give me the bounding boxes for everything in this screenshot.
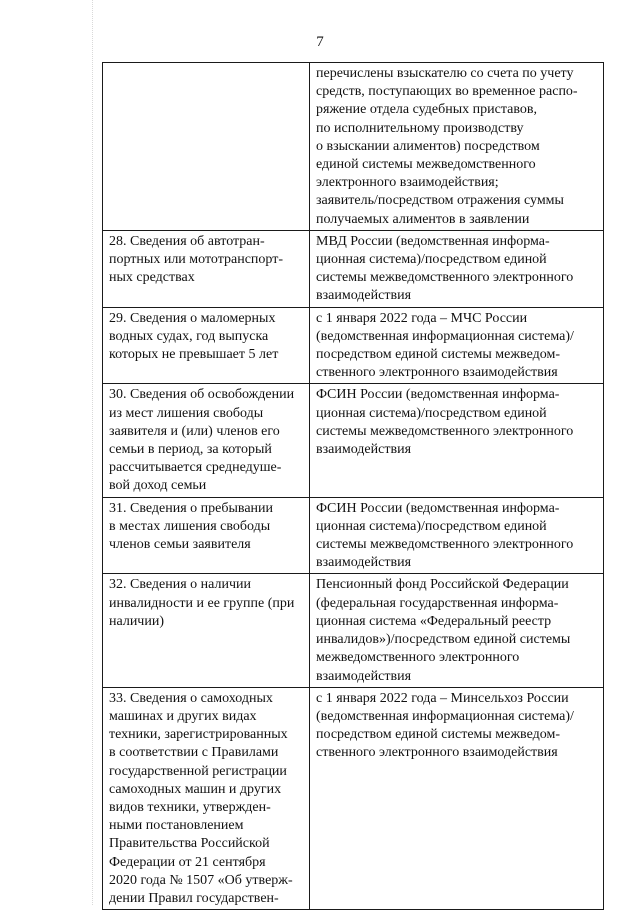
source-cell	[310, 687, 604, 909]
info-type-cell	[103, 307, 310, 384]
cell-text-line: 32. Сведения о наличии	[109, 577, 251, 593]
cell-text-line: Федерации от 21 сентября	[109, 854, 266, 870]
cell-text-line: ФСИН России (ведомственная информа-	[316, 387, 560, 403]
cell-text-line: ционная система)/посредством единой	[316, 518, 547, 534]
cell-text-line: с 1 января 2022 года – Минсельхоз России	[316, 690, 569, 706]
cell-text-line: с 1 января 2022 года – МЧС России	[316, 310, 528, 326]
cell-text-line: ственного электронного взаимодействия	[316, 745, 558, 761]
source-cell	[310, 307, 604, 384]
table-row	[103, 384, 604, 497]
source-cell	[310, 63, 604, 231]
cell-text-line: посредством единой системы межведом-	[316, 727, 560, 743]
table-row	[103, 497, 604, 574]
cell-text-line: заявителя и (или) членов его	[109, 423, 280, 439]
cell-text-line: взаимодействия	[316, 668, 412, 684]
cell-text-line: 31. Сведения о пребывании	[109, 500, 274, 516]
cell-text-line: техники, зарегистрированных	[109, 727, 288, 743]
cell-text-line: рассчитывается среднедуше-	[109, 460, 282, 476]
cell-text-line: (федеральная государственная информа-	[316, 595, 559, 611]
data-sources-table	[102, 62, 604, 910]
info-type-cell	[103, 384, 310, 497]
cell-text-line: 33. Сведения о самоходных	[109, 690, 273, 706]
cell-text-line: 30. Сведения об освобождении	[109, 387, 295, 403]
source-cell	[310, 574, 604, 687]
cell-text-line: посредством единой системы межведом-	[316, 347, 560, 363]
cell-text-line: самоходных машин и других	[109, 781, 282, 797]
cell-text-line: членов семьи заявителя	[109, 537, 251, 553]
source-cell	[310, 384, 604, 497]
source-cell	[310, 497, 604, 574]
cell-text-line: средств, поступающих во временное распо-	[316, 84, 578, 100]
cell-text-line: которых не превышает 5 лет	[109, 347, 279, 363]
cell-text-line: ФСИН России (ведомственная информа-	[316, 500, 560, 516]
cell-text-line: перечислены взыскателю со счета по учету	[316, 66, 574, 81]
cell-text-line: 29. Сведения о маломерных	[109, 310, 276, 326]
cell-text-line: единой системы межведомственного	[316, 157, 536, 173]
cell-text-line: дении Правил государствен-	[109, 890, 279, 906]
cell-text-line: ционная система)/посредством единой	[316, 405, 547, 421]
cell-text-line: портных или мототранспорт-	[109, 252, 284, 268]
cell-text-line: системы межведомственного электронного	[316, 537, 574, 553]
cell-text-line: (ведомственная информационная система)/	[316, 708, 574, 724]
cell-text-line: из мест лишения свободы	[109, 405, 264, 421]
cell-text-line: наличии)	[109, 613, 164, 629]
info-type-cell	[103, 574, 310, 687]
cell-text-line: 2020 года № 1507 «Об утверж-	[109, 872, 293, 888]
cell-text-line: водных судах, год выпуска	[109, 328, 269, 344]
info-type-cell	[103, 687, 310, 909]
cell-text-line: в местах лишения свободы	[109, 518, 271, 534]
table-row	[103, 307, 604, 384]
cell-text-line: ционная система «Федеральный реестр	[316, 613, 552, 629]
cell-text-line: государственной регистрации	[109, 763, 287, 779]
info-type-cell	[103, 63, 310, 231]
cell-text-line: вой доход семьи	[109, 478, 207, 494]
cell-text-line: электронного взаимодействия;	[316, 175, 499, 191]
cell-text-line: ционная система)/посредством единой	[316, 252, 547, 268]
cell-text-line: ряжение отдела судебных приставов,	[316, 102, 537, 118]
cell-text-line: в соответствии с Правилами	[109, 745, 279, 761]
binding-margin-line	[92, 0, 93, 905]
table-row	[103, 574, 604, 687]
cell-text-line: (ведомственная информационная система)/	[316, 328, 574, 344]
cell-text-line: Пенсионный фонд Российской Федерации	[316, 577, 569, 593]
cell-text-line: взаимодействия	[316, 442, 412, 458]
cell-text-line: машинах и других видах	[109, 708, 257, 724]
cell-text-line: взаимодействия	[316, 288, 412, 304]
cell-text-line: системы межведомственного электронного	[316, 423, 574, 439]
table-row	[103, 687, 604, 909]
cell-text-line: Правительства Российской	[109, 836, 270, 852]
cell-text-line: получаемых алиментов в заявлении	[316, 211, 530, 227]
cell-text-line: инвалидов»)/посредством единой системы	[316, 632, 571, 648]
cell-text-line: инвалидности и ее группе (при	[109, 595, 295, 611]
table-row	[103, 63, 604, 231]
cell-text-line: ственного электронного взаимодействия	[316, 365, 558, 381]
cell-text-line: ных средствах	[109, 270, 195, 286]
info-type-cell	[103, 497, 310, 574]
cell-text-line: семьи в период, за который	[109, 442, 272, 458]
cell-text-line: по исполнительному производству	[316, 120, 524, 136]
cell-text-line: межведомственного электронного	[316, 650, 520, 666]
cell-text-line: ными постановлением	[109, 818, 244, 834]
cell-text-line: МВД России (ведомственная информа-	[316, 233, 550, 249]
cell-text-line: заявитель/посредством отражения суммы	[316, 193, 564, 209]
source-cell	[310, 230, 604, 307]
cell-text-line: о взыскании алиментов) посредством	[316, 138, 540, 154]
page-number: 7	[316, 34, 324, 50]
cell-text-line: видов техники, утвержден-	[109, 799, 271, 815]
info-type-cell	[103, 230, 310, 307]
cell-text-line: системы межведомственного электронного	[316, 270, 574, 286]
table-row	[103, 230, 604, 307]
cell-text-line: 28. Сведения об автотран-	[109, 233, 265, 249]
cell-text-line: взаимодействия	[316, 555, 412, 571]
